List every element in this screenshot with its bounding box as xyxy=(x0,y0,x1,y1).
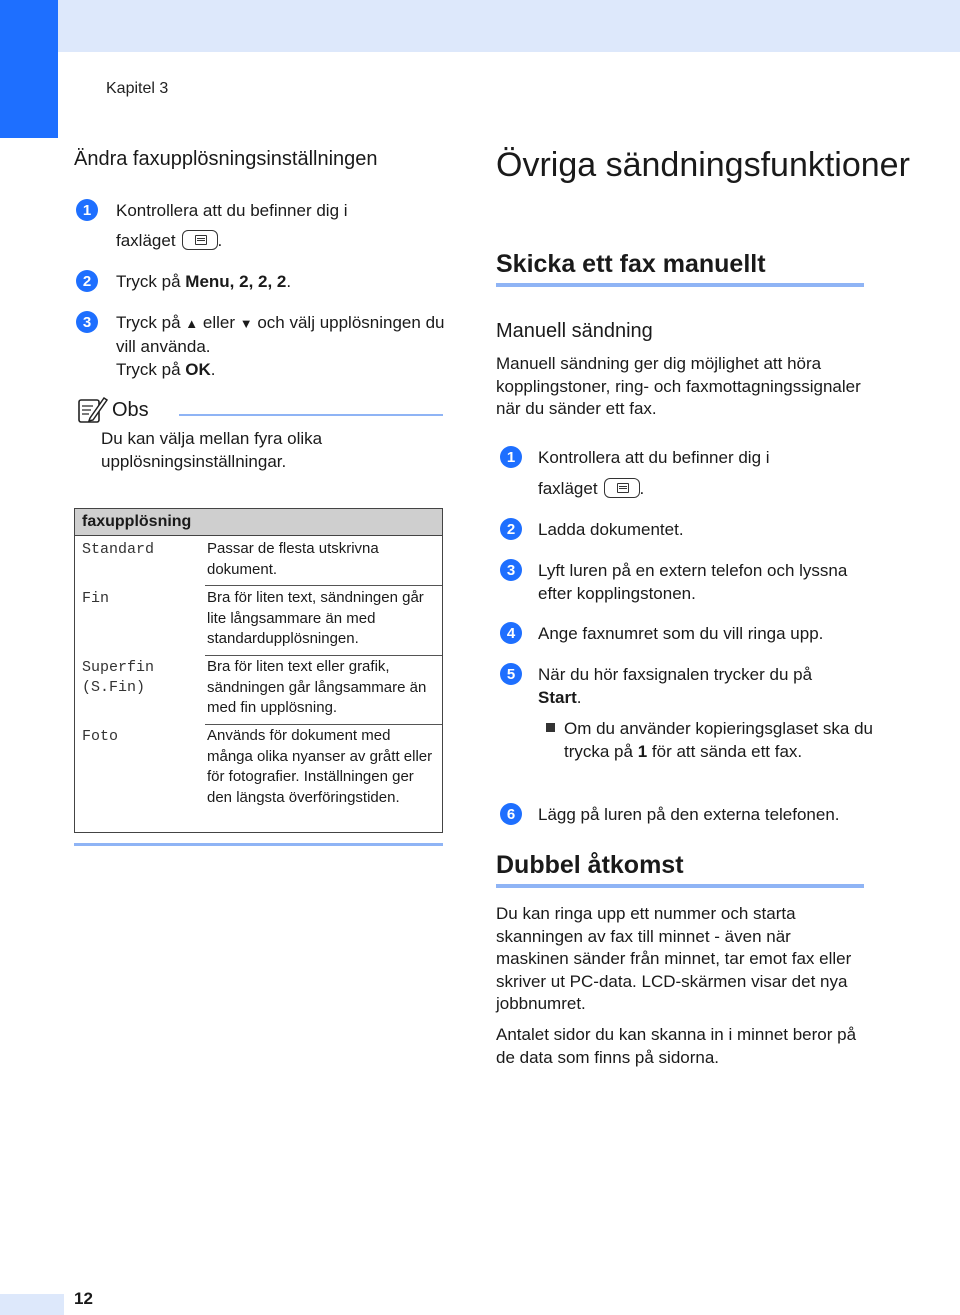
down-arrow-icon: ▼ xyxy=(239,316,253,331)
bullet-item xyxy=(546,717,884,763)
step-text: Kontrollera att du befinner dig i xyxy=(538,448,770,467)
table-cell-desc: Bra för liten text, sändningen går lite långsammare än med standardupplösningen. xyxy=(207,589,424,647)
row-divider xyxy=(205,655,442,656)
row-divider xyxy=(205,724,442,725)
step-text-end: . xyxy=(576,688,582,707)
right-step-4: Ange faxnumret som du vill ringa upp. xyxy=(538,624,824,643)
step-text: faxläget xyxy=(116,231,176,250)
note-end-rule xyxy=(74,843,443,846)
table-cell-name: Fin xyxy=(82,590,110,607)
step-text: Tryck på xyxy=(116,272,186,291)
step-number: 6 xyxy=(500,803,522,825)
table-cell-desc: Bra för liten text eller grafik, sändningen går långsammare än med fin upplösning. xyxy=(207,658,427,716)
step-number: 2 xyxy=(500,518,522,540)
bullet-text: för att sända ett fax. xyxy=(647,742,803,761)
note-pencil-icon xyxy=(76,394,108,424)
row-divider xyxy=(205,585,442,586)
table-cell-name: Standard xyxy=(82,541,155,558)
section-heading-manual-fax: Skicka ett fax manuellt xyxy=(496,250,766,278)
step-text: Tryck på xyxy=(116,360,186,379)
resolution-table xyxy=(74,508,443,833)
right-step-3: Lyft luren på en extern telefon och lyssna efter kopplingstonen. xyxy=(538,561,848,603)
step-text-end: . xyxy=(639,479,645,498)
step-text: eller xyxy=(198,313,240,332)
header-band xyxy=(58,0,960,52)
fax-key-icon xyxy=(182,230,218,250)
step-number: 1 xyxy=(500,446,522,468)
section-title: Övriga sändningsfunktioner xyxy=(496,146,910,184)
note-rule xyxy=(179,414,443,416)
chapter-label: Kapitel 3 xyxy=(106,80,169,97)
step-2 xyxy=(116,270,291,293)
chapter-tab xyxy=(0,0,58,138)
step-text-end: . xyxy=(210,360,216,379)
table-cell-name: Superfin (S.Fin) xyxy=(82,659,155,696)
step-text: Tryck på xyxy=(116,313,186,332)
step-1-line2 xyxy=(116,229,222,252)
menu-keys: Menu, 2, 2, 2 xyxy=(185,272,287,291)
note-title: Obs xyxy=(112,399,149,421)
step-number: 3 xyxy=(500,559,522,581)
step-number: 4 xyxy=(500,622,522,644)
step-text: och välj upplösningen du vill använda. xyxy=(116,313,445,356)
right-step-6: Lägg på luren på den externa telefonen. xyxy=(538,805,840,824)
up-arrow-icon: ▲ xyxy=(185,316,199,331)
page-number: 12 xyxy=(74,1289,93,1308)
step-text-end: . xyxy=(286,272,292,291)
key-1: 1 xyxy=(637,742,648,761)
step-text: Kontrollera att du befinner dig i xyxy=(116,201,348,220)
step-text: faxläget xyxy=(538,479,598,498)
step-number: 5 xyxy=(500,663,522,685)
note-text: Du kan välja mellan fyra olika upplösningsinställningar. xyxy=(101,429,323,471)
pages-paragraph: Antalet sidor du kan skanna in i minnet beror på de data som finns på sidorna. xyxy=(496,1025,857,1067)
bullet-text: Om du använder kopieringsglaset ska du trycka på xyxy=(564,719,874,761)
subsection-heading: Manuell sändning xyxy=(496,320,653,342)
table-cell-desc: Används för dokument med många olika nyanser av grått eller för fotografier. Inställningen ger den längsta överföringstiden. xyxy=(207,727,433,806)
step-text-end: . xyxy=(217,231,223,250)
intro-paragraph: Manuell sändning ger dig möjlighet att höra kopplingstoner, ring- och faxmottagningssignaler när du sänder ett fax. xyxy=(496,354,861,418)
heading-underline xyxy=(496,283,864,287)
table-header: faxupplösning xyxy=(75,509,442,536)
right-step-5 xyxy=(538,663,858,709)
page-marker xyxy=(0,1294,64,1315)
right-step-1-line2 xyxy=(538,477,644,500)
ok-key: OK xyxy=(185,360,211,379)
table-cell-desc: Passar de flesta utskrivna dokument. xyxy=(207,540,379,578)
step-3 xyxy=(116,311,451,381)
section-heading-dual-access: Dubbel åtkomst xyxy=(496,851,684,879)
step-text: När du hör faxsignalen trycker du på xyxy=(538,665,813,684)
dual-access-paragraph: Du kan ringa upp ett nummer och starta skanningen av fax till minnet - även när maskinen sänder från minnet, tar emot fax eller skriver ut PC-data. LCD-skärmen visar det nya jobbnumret. xyxy=(496,904,852,1013)
step-number: 3 xyxy=(76,311,98,333)
step-number: 2 xyxy=(76,270,98,292)
left-heading: Ändra faxupplösningsinställningen xyxy=(74,148,378,170)
right-step-2: Ladda dokumentet. xyxy=(538,520,684,539)
table-cell-name: Foto xyxy=(82,728,119,745)
step-1 xyxy=(116,199,348,222)
heading-underline xyxy=(496,884,864,888)
right-step-1 xyxy=(538,446,770,469)
bullet-square-icon xyxy=(546,723,555,732)
fax-key-icon xyxy=(604,478,640,498)
start-key: Start xyxy=(538,688,577,707)
step-number: 1 xyxy=(76,199,98,221)
